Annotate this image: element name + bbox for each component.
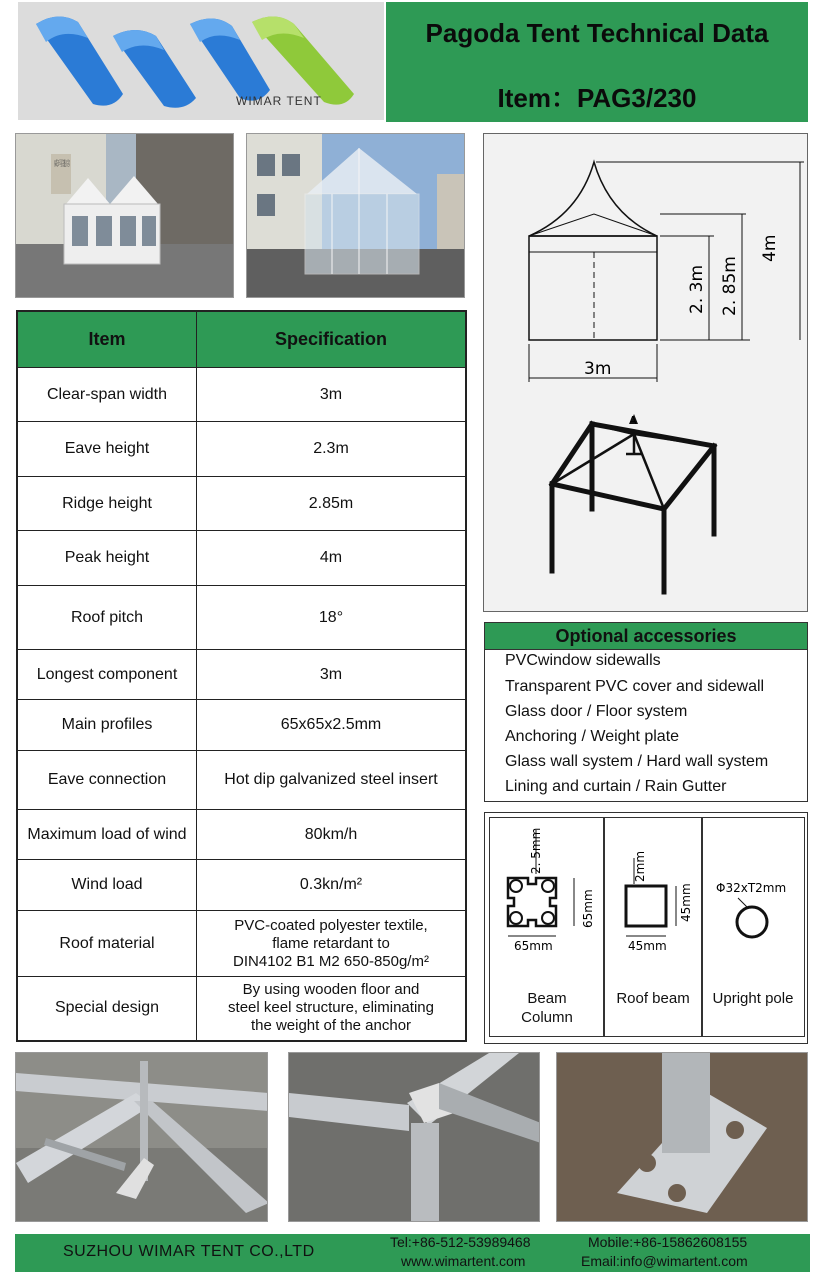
beam-height: 65mm — [581, 889, 595, 928]
table-row — [17, 531, 466, 586]
photo-tent-exterior — [15, 133, 234, 298]
phone: Tel:+86-512-53989468 — [390, 1234, 531, 1250]
dim-peak: 4m — [760, 234, 780, 262]
row-spec: 0.3kn/m² — [197, 860, 467, 911]
mobile: Mobile:+86-15862608155 — [588, 1234, 748, 1250]
upright-label: Upright pole — [712, 990, 794, 1007]
photo-anchor — [15, 1052, 268, 1222]
beam-width: 65mm — [514, 939, 553, 953]
row-item: Roof material — [17, 911, 197, 977]
tent-dimension-drawing — [484, 134, 809, 613]
row-spec — [197, 977, 467, 1041]
table-row — [17, 860, 466, 911]
column-label: Column — [521, 1009, 573, 1026]
brand-name: WIMAR TENT — [236, 94, 322, 108]
table-row — [17, 368, 466, 422]
spec-table — [16, 310, 467, 1042]
dim-eave: 2. 3m — [687, 265, 707, 314]
row-item: Ridge height — [17, 477, 197, 531]
list-item: Lining and curtain / Rain Gutter — [505, 778, 727, 795]
header-specification: Specification — [197, 311, 467, 368]
dim-ridge: 2. 85m — [720, 256, 740, 316]
wimar-logo-icon — [18, 2, 384, 120]
spec-line: flame retardant to — [272, 934, 390, 952]
upright-pole-icon — [702, 818, 804, 978]
spec-line: DIN4102 B1 M2 650-850g/m² — [233, 952, 429, 970]
spec-line: PVC-coated polyester textile, — [234, 916, 428, 934]
accessories-title: Optional accessories — [484, 622, 808, 650]
table-row — [17, 810, 466, 860]
peak-mark: A — [629, 414, 637, 427]
spec-line: the weight of the anchor — [250, 1017, 412, 1035]
profile-sections — [484, 812, 808, 1044]
roof-beam-thickness: 2mm — [633, 850, 647, 882]
tent-drawing — [483, 133, 808, 612]
spec-line: By using wooden floor and — [242, 981, 420, 999]
beam-label: Beam — [527, 990, 567, 1007]
list-item: Transparent PVC cover and sidewall — [505, 678, 765, 695]
list-item: Glass wall system / Hard wall system — [505, 753, 769, 770]
table-row — [17, 422, 466, 477]
row-spec: 2.85m — [197, 477, 467, 531]
roof-beam-label: Roof beam — [616, 990, 690, 1007]
row-item: Wind load — [17, 860, 197, 911]
list-item: Anchoring / Weight plate — [505, 728, 680, 745]
row-item: Maximum load of wind — [17, 810, 197, 860]
beam-column-profile — [489, 817, 605, 1037]
roof-beam-profile-icon — [604, 818, 702, 978]
table-row — [17, 911, 466, 977]
company-name: SUZHOU WIMAR TENT CO.,LTD — [63, 1243, 315, 1260]
row-item: Eave connection — [17, 751, 197, 810]
table-header-row — [17, 311, 466, 368]
row-spec — [197, 911, 467, 977]
photo-signage — [54, 158, 70, 168]
row-spec: 2.3m — [197, 422, 467, 477]
dim-width: 3m — [584, 359, 612, 379]
document-title: Pagoda Tent Technical Data — [425, 18, 769, 48]
row-spec: 18° — [197, 586, 467, 650]
list-item: Glass door / Floor system — [505, 703, 688, 720]
row-spec: 3m — [197, 368, 467, 422]
spec-line: steel keel structure, eliminating — [228, 999, 434, 1017]
row-spec: 65x65x2.5mm — [197, 700, 467, 751]
logo — [18, 2, 384, 120]
roof-beam-profile — [603, 817, 703, 1037]
photo-tent-frame — [246, 133, 465, 298]
website: www.wimartent.com — [401, 1253, 526, 1269]
table-row — [17, 977, 466, 1041]
header-item: Item — [17, 311, 197, 368]
list-item: PVCwindow sidewalls — [505, 652, 661, 669]
item-code: Item：PAG3/230 — [497, 83, 697, 113]
beam-thickness: 2. 5mm — [529, 827, 543, 874]
row-spec: 4m — [197, 531, 467, 586]
roof-beam-side: 45mm — [679, 883, 693, 922]
row-spec: Hot dip galvanized steel insert — [197, 751, 467, 810]
table-row — [17, 586, 466, 650]
photo-corner-connector — [288, 1052, 540, 1222]
row-spec: 80km/h — [197, 810, 467, 860]
beam-profile-icon — [490, 818, 604, 978]
upright-pole-profile — [701, 817, 805, 1037]
row-item: Main profiles — [17, 700, 197, 751]
roof-beam-bottom: 45mm — [628, 939, 667, 953]
table-row — [17, 477, 466, 531]
row-item: Eave height — [17, 422, 197, 477]
upright-spec: Φ32xT2mm — [716, 881, 787, 895]
table-row — [17, 751, 466, 810]
row-item: Peak height — [17, 531, 197, 586]
footer — [15, 1234, 810, 1272]
row-item: Special design — [17, 977, 197, 1041]
row-item: Clear-span width — [17, 368, 197, 422]
row-spec: 3m — [197, 650, 467, 700]
header-banner — [386, 2, 808, 122]
email: Email:info@wimartent.com — [581, 1253, 748, 1269]
table-row — [17, 650, 466, 700]
row-item: Roof pitch — [17, 586, 197, 650]
accessories-list — [484, 650, 808, 802]
row-item: Longest component — [17, 650, 197, 700]
table-row — [17, 700, 466, 751]
photo-base-plate — [556, 1052, 808, 1222]
